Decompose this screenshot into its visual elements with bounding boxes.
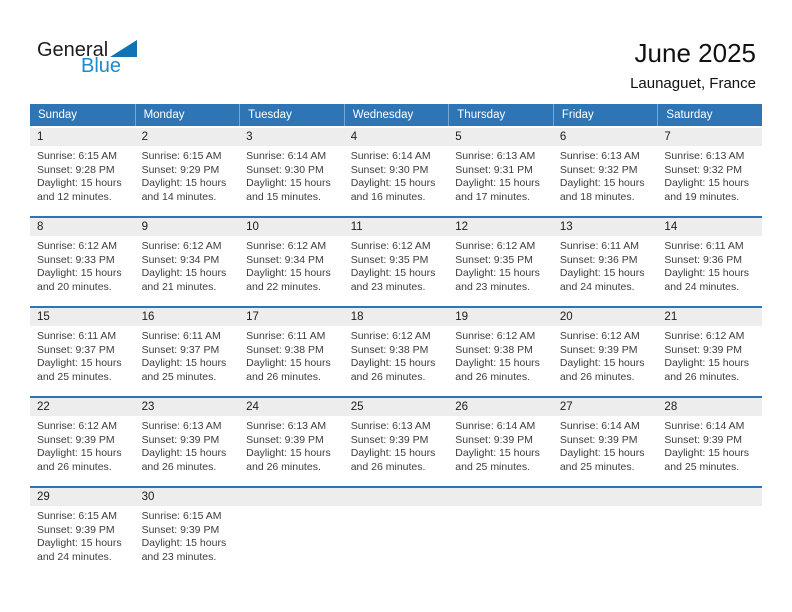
calendar-week-row [30,306,762,396]
calendar-day-cell [30,308,135,396]
sunset-text: Sunset: 9:36 PM [559,253,638,266]
sunrise-text: Sunrise: 6:15 AM [37,150,117,162]
weekday-sunday: Sunday [38,109,78,121]
day-details [239,146,344,204]
sunrise-text: Sunrise: 6:12 AM [246,240,327,252]
day-details [553,326,658,384]
daylight-text: Daylight: 15 hours and 26 minutes. [246,357,331,383]
day-number: 28 [657,398,762,416]
daylight-text: Daylight: 15 hours and 15 minutes. [246,177,331,203]
day-number: 24 [239,398,344,416]
daylight-text: Daylight: 15 hours and 26 minutes. [664,357,750,383]
calendar-day-cell [239,218,344,306]
day-number: 2 [135,128,240,146]
sunrise-text: Sunrise: 6:13 AM [350,420,431,432]
calendar-day-cell [344,128,449,216]
daylight-text: Daylight: 15 hours and 24 minutes. [37,537,122,563]
sunset-text: Sunset: 9:39 PM [37,433,115,446]
calendar-day-cell [135,488,240,576]
calendar-day-cell [657,398,762,486]
calendar-day-cell [30,488,135,576]
calendar-day-cell [30,218,135,306]
day-number: 17 [239,308,344,326]
day-number: 29 [30,488,135,506]
calendar-day-cell [239,398,344,486]
sunrise-text: Sunrise: 6:13 AM [664,150,745,162]
day-details [553,506,658,510]
sunset-text: Sunset: 9:39 PM [664,433,743,446]
title-block [630,38,756,93]
general-blue-logo [37,40,137,76]
calendar-day-cell [657,488,762,576]
logo-word-general: General [37,39,109,61]
daylight-text: Daylight: 15 hours and 23 minutes. [455,267,540,293]
day-number: 19 [448,308,553,326]
day-details [657,326,762,384]
day-details [553,146,658,204]
day-details [448,146,553,204]
weekday-monday: Monday [135,104,240,126]
day-details [135,506,240,564]
daylight-text: Daylight: 15 hours and 24 minutes. [664,267,750,293]
day-details [30,506,135,564]
calendar-day-cell [553,398,658,486]
daylight-text: Daylight: 15 hours and 26 minutes. [246,447,331,473]
sunset-text: Sunset: 9:39 PM [559,343,638,356]
day-details [239,416,344,474]
calendar-day-cell [448,218,553,306]
calendar-day-cell [448,398,553,486]
calendar-week-row [30,396,762,486]
sunrise-text: Sunrise: 6:13 AM [455,150,536,162]
calendar-day-cell [344,308,449,396]
calendar-day-cell [448,488,553,576]
calendar-day-cell [553,128,658,216]
sunset-text: Sunset: 9:38 PM [246,343,324,356]
day-number: 7 [657,128,762,146]
calendar-day-cell [30,128,135,216]
daylight-text: Daylight: 15 hours and 17 minutes. [455,177,540,203]
sunrise-text: Sunrise: 6:12 AM [37,420,117,432]
calendar-day-cell [344,218,449,306]
weekday-saturday: Saturday [657,104,762,126]
day-number [239,488,344,506]
day-number: 27 [553,398,658,416]
day-details [448,506,553,510]
day-number: 14 [657,218,762,236]
daylight-text: Daylight: 15 hours and 25 minutes. [141,357,227,383]
daylight-text: Daylight: 15 hours and 22 minutes. [246,267,331,293]
sunrise-text: Sunrise: 6:11 AM [37,330,117,342]
weekday-wednesday: Wednesday [344,104,449,126]
sunset-text: Sunset: 9:35 PM [455,253,533,266]
sunset-text: Sunset: 9:28 PM [37,163,115,176]
day-details [657,146,762,204]
day-number: 3 [239,128,344,146]
calendar-day-cell [657,308,762,396]
sunset-text: Sunset: 9:33 PM [37,253,115,266]
weekday-header-row [30,104,762,126]
sunset-text: Sunset: 9:39 PM [455,433,533,446]
sunrise-text: Sunrise: 6:13 AM [141,420,222,432]
day-details [448,416,553,474]
day-number: 23 [135,398,240,416]
calendar-day-cell [553,218,658,306]
sunset-text: Sunset: 9:34 PM [141,253,220,266]
sunrise-text: Sunrise: 6:13 AM [246,420,327,432]
sunrise-text: Sunrise: 6:14 AM [559,420,640,432]
day-number: 25 [344,398,449,416]
sunset-text: Sunset: 9:39 PM [141,433,220,446]
daylight-text: Daylight: 15 hours and 26 minutes. [37,447,122,473]
daylight-text: Daylight: 15 hours and 14 minutes. [141,177,227,203]
day-number: 13 [553,218,658,236]
calendar-grid [30,104,762,576]
day-details [135,326,240,384]
daylight-text: Daylight: 15 hours and 19 minutes. [664,177,750,203]
calendar-day-cell [344,488,449,576]
day-details [448,236,553,294]
day-number: 1 [30,128,135,146]
day-details [553,416,658,474]
calendar-week-row [30,216,762,306]
sunrise-text: Sunrise: 6:12 AM [664,330,745,342]
page-subtitle: Launaguet, France [630,75,756,92]
sunset-text: Sunset: 9:32 PM [664,163,743,176]
day-details [135,146,240,204]
day-number: 16 [135,308,240,326]
sunrise-text: Sunrise: 6:14 AM [246,150,327,162]
daylight-text: Daylight: 15 hours and 20 minutes. [37,267,122,293]
sunrise-text: Sunrise: 6:15 AM [141,510,222,522]
daylight-text: Daylight: 15 hours and 16 minutes. [350,177,436,203]
calendar-day-cell [239,308,344,396]
daylight-text: Daylight: 15 hours and 26 minutes. [559,357,645,383]
calendar-day-cell [30,398,135,486]
day-details [344,506,449,510]
day-details [135,236,240,294]
day-number: 15 [30,308,135,326]
sunrise-text: Sunrise: 6:15 AM [37,510,117,522]
day-details [344,326,449,384]
calendar-day-cell [657,218,762,306]
day-details [344,416,449,474]
day-number: 4 [344,128,449,146]
day-number: 12 [448,218,553,236]
day-number: 20 [553,308,658,326]
daylight-text: Daylight: 15 hours and 26 minutes. [350,357,436,383]
sunrise-text: Sunrise: 6:14 AM [455,420,536,432]
day-details [239,236,344,294]
calendar-day-cell [553,488,658,576]
day-number [344,488,449,506]
sunrise-text: Sunrise: 6:12 AM [350,330,431,342]
daylight-text: Daylight: 15 hours and 25 minutes. [455,447,540,473]
day-details [344,146,449,204]
day-details [30,146,135,204]
sunrise-text: Sunrise: 6:12 AM [350,240,431,252]
weekday-tuesday: Tuesday [239,104,344,126]
calendar-day-cell [135,398,240,486]
weekday-friday: Friday [553,104,658,126]
day-details [30,326,135,384]
daylight-text: Daylight: 15 hours and 25 minutes. [664,447,750,473]
calendar-day-cell [344,398,449,486]
calendar-day-cell [135,308,240,396]
sunrise-text: Sunrise: 6:14 AM [350,150,431,162]
sunrise-text: Sunrise: 6:12 AM [141,240,222,252]
day-details [135,416,240,474]
daylight-text: Daylight: 15 hours and 25 minutes. [37,357,122,383]
sunrise-text: Sunrise: 6:11 AM [246,330,326,342]
day-details [657,506,762,510]
calendar-day-cell [135,218,240,306]
sunset-text: Sunset: 9:39 PM [141,523,220,536]
day-details [239,506,344,510]
sunset-text: Sunset: 9:32 PM [559,163,638,176]
page-title: June 2025 [634,38,756,68]
day-details [30,236,135,294]
daylight-text: Daylight: 15 hours and 25 minutes. [559,447,645,473]
weekday-thursday: Thursday [448,104,553,126]
weeks-container [30,128,762,576]
calendar-day-cell [239,488,344,576]
day-number: 18 [344,308,449,326]
sunset-text: Sunset: 9:39 PM [664,343,743,356]
sunset-text: Sunset: 9:39 PM [559,433,638,446]
logo-word-blue: Blue [81,55,122,77]
sunset-text: Sunset: 9:36 PM [664,253,743,266]
daylight-text: Daylight: 15 hours and 18 minutes. [559,177,645,203]
sunset-text: Sunset: 9:30 PM [246,163,324,176]
sunset-text: Sunset: 9:37 PM [37,343,115,356]
day-details [553,236,658,294]
sunrise-text: Sunrise: 6:11 AM [559,240,640,252]
daylight-text: Daylight: 15 hours and 12 minutes. [37,177,122,203]
daylight-text: Daylight: 15 hours and 23 minutes. [141,537,227,563]
day-number: 10 [239,218,344,236]
day-number [553,488,658,506]
sunrise-text: Sunrise: 6:12 AM [455,330,536,342]
sunrise-text: Sunrise: 6:12 AM [559,330,640,342]
sunset-text: Sunset: 9:37 PM [141,343,220,356]
sunset-text: Sunset: 9:39 PM [37,523,115,536]
sunset-text: Sunset: 9:35 PM [350,253,429,266]
daylight-text: Daylight: 15 hours and 26 minutes. [350,447,436,473]
calendar-day-cell [239,128,344,216]
calendar-week-row [30,486,762,576]
daylight-text: Daylight: 15 hours and 26 minutes. [455,357,540,383]
day-details [30,416,135,474]
sunset-text: Sunset: 9:34 PM [246,253,324,266]
sunset-text: Sunset: 9:30 PM [350,163,429,176]
day-details [657,416,762,474]
calendar-day-cell [135,128,240,216]
sunset-text: Sunset: 9:39 PM [246,433,324,446]
sunset-text: Sunset: 9:38 PM [455,343,533,356]
day-number: 5 [448,128,553,146]
day-details [344,236,449,294]
calendar-day-cell [657,128,762,216]
day-number: 11 [344,218,449,236]
daylight-text: Daylight: 15 hours and 26 minutes. [141,447,227,473]
day-details [239,326,344,384]
day-number: 26 [448,398,553,416]
calendar-day-cell [553,308,658,396]
day-number: 8 [30,218,135,236]
calendar-week-row [30,128,762,216]
sunset-text: Sunset: 9:38 PM [350,343,429,356]
day-details [657,236,762,294]
sunrise-text: Sunrise: 6:14 AM [664,420,745,432]
sunset-text: Sunset: 9:29 PM [141,163,220,176]
day-number [657,488,762,506]
day-number: 21 [657,308,762,326]
sunrise-text: Sunrise: 6:11 AM [141,330,221,342]
day-number: 6 [553,128,658,146]
sunset-text: Sunset: 9:31 PM [455,163,533,176]
day-number: 30 [135,488,240,506]
sunrise-text: Sunrise: 6:12 AM [455,240,536,252]
daylight-text: Daylight: 15 hours and 21 minutes. [141,267,227,293]
sunrise-text: Sunrise: 6:15 AM [141,150,222,162]
day-number [448,488,553,506]
day-number: 9 [135,218,240,236]
daylight-text: Daylight: 15 hours and 23 minutes. [350,267,436,293]
daylight-text: Daylight: 15 hours and 24 minutes. [559,267,645,293]
calendar-day-cell [448,128,553,216]
day-number: 22 [30,398,135,416]
sunset-text: Sunset: 9:39 PM [350,433,429,446]
calendar-day-cell [448,308,553,396]
sunrise-text: Sunrise: 6:11 AM [664,240,744,252]
sunrise-text: Sunrise: 6:13 AM [559,150,640,162]
day-details [448,326,553,384]
sunrise-text: Sunrise: 6:12 AM [37,240,117,252]
